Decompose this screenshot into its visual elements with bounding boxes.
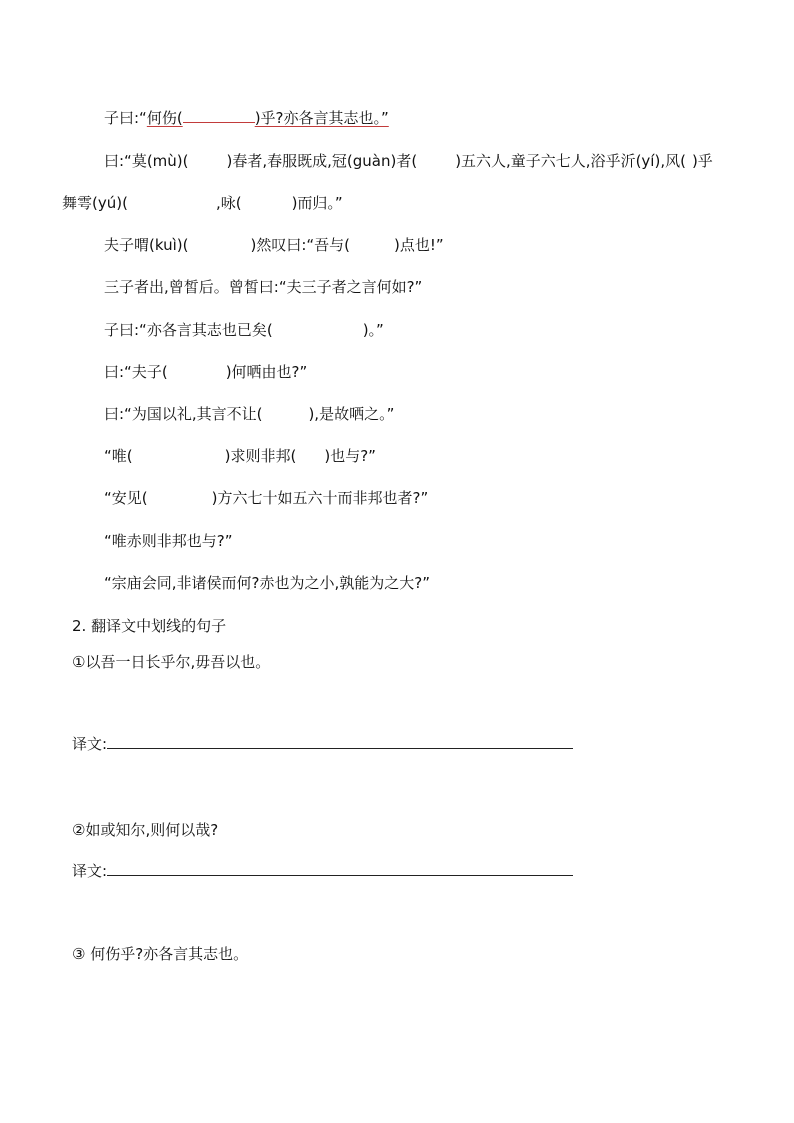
text-segment: )五六人,童子六七人,浴乎沂(yí),风( bbox=[455, 152, 686, 170]
sentence-1: ①以吾一日长乎尔,毋吾以也。 bbox=[72, 653, 271, 671]
text-segment: )。” bbox=[362, 321, 384, 339]
text-segment: 舞雩(yú)( bbox=[62, 194, 128, 212]
dialogue-line-5 bbox=[104, 277, 422, 297]
text-segment: 子曰:“亦各言其志也已矣( bbox=[104, 321, 273, 339]
text-segment: )春者,春服既成,冠(guàn)者( bbox=[226, 152, 418, 170]
dialogue-line-4 bbox=[104, 235, 444, 255]
text-segment: “唯赤则非邦也与?” bbox=[104, 532, 233, 550]
text-segment: “唯( bbox=[104, 447, 133, 465]
text-segment: )方六七十如五六十而非邦也者?” bbox=[211, 489, 429, 507]
translation-answer-line[interactable] bbox=[107, 861, 573, 876]
text-segment: 子曰:“ bbox=[104, 109, 147, 127]
sentence-3: ③ 何伤乎?亦各言其志也。 bbox=[72, 945, 249, 963]
text-segment: )何哂由也?” bbox=[225, 363, 308, 381]
underlined-text: )乎?亦各言其志也。” bbox=[254, 109, 389, 127]
dialogue-line-8 bbox=[104, 404, 394, 424]
text-segment: )求则非邦( bbox=[224, 447, 297, 465]
question-title: 2. 翻译文中划线的句子 bbox=[72, 617, 227, 635]
sentence-2: ②如或知尔,则何以哉? bbox=[72, 821, 219, 839]
dialogue-line-3 bbox=[62, 193, 343, 213]
text-segment: )也与?” bbox=[324, 447, 376, 465]
dialogue-line-6 bbox=[104, 320, 384, 340]
text-segment: 曰:“夫子( bbox=[104, 363, 168, 381]
translation-label: 译文: bbox=[72, 735, 108, 753]
text-segment: 夫子喟(kuì)( bbox=[104, 236, 189, 254]
text-segment: ,咏( bbox=[215, 194, 242, 212]
translation-label: 译文: bbox=[72, 862, 108, 880]
text-segment: )而归。” bbox=[291, 194, 343, 212]
dialogue-line-12 bbox=[104, 573, 430, 593]
translation-row-2 bbox=[72, 861, 573, 881]
dialogue-line-9 bbox=[104, 446, 376, 466]
dialogue-line-7 bbox=[104, 362, 307, 382]
dialogue-line-11 bbox=[104, 531, 233, 551]
text-segment: 曰:“为国以礼,其言不让( bbox=[104, 405, 263, 423]
dialogue-line-10 bbox=[104, 488, 428, 508]
text-segment: )然叹曰:“吾与( bbox=[250, 236, 350, 254]
text-segment: ),是故哂之。” bbox=[308, 405, 395, 423]
text-segment: )点也!” bbox=[394, 236, 444, 254]
text-segment: “宗庙会同,非诸侯而何?赤也为之小,孰能为之大?” bbox=[104, 574, 431, 592]
dialogue-line-2 bbox=[104, 151, 713, 171]
translation-row-1 bbox=[72, 734, 573, 754]
text-segment: )乎 bbox=[691, 152, 713, 170]
text-segment: 三子者出,曾皙后。曾皙曰:“夫三子者之言何如?” bbox=[104, 278, 423, 296]
fill-blank-underlined bbox=[183, 108, 255, 123]
translation-answer-line[interactable] bbox=[107, 734, 573, 749]
text-segment: 曰:“莫(mù)( bbox=[104, 152, 189, 170]
dialogue-line-1 bbox=[104, 108, 389, 128]
text-segment: “安见( bbox=[104, 489, 148, 507]
underlined-text: 何伤( bbox=[146, 109, 183, 127]
